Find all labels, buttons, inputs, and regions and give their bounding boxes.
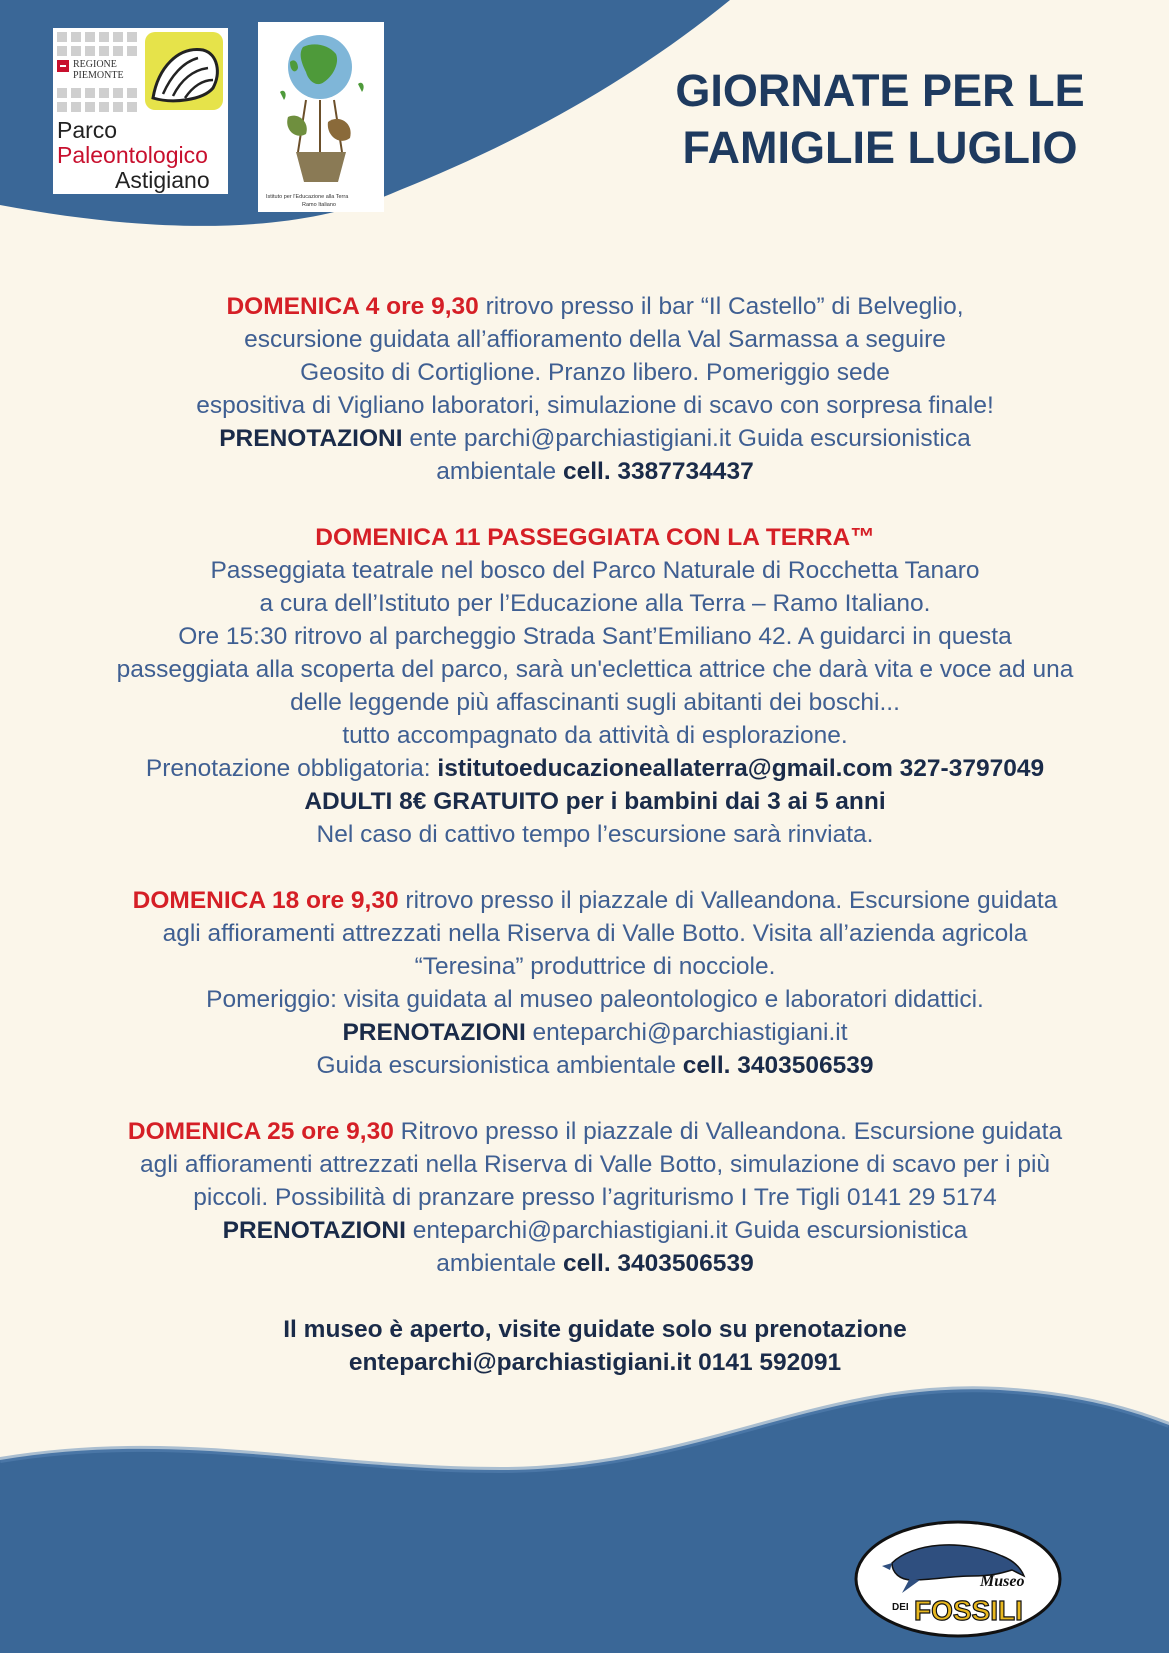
svg-text:Paleontologico: Paleontologico	[57, 142, 208, 168]
event-block	[40, 521, 1150, 851]
event-date: DOMENICA 18 ore 9,30	[132, 887, 399, 914]
event-text: delle leggende più affascinanti sugli abitanti dei boschi...	[290, 689, 900, 716]
svg-text:REGIONE: REGIONE	[73, 59, 117, 70]
event-text: Passeggiata teatrale nel bosco del Parco Naturale di Rocchetta Tanaro	[210, 557, 980, 584]
event-highlight: Il museo è aperto, visite guidate solo su prenotazione	[283, 1316, 907, 1343]
event-text: ambientale	[436, 1250, 563, 1277]
svg-text:PIEMONTE: PIEMONTE	[73, 70, 124, 81]
svg-text:Astigiano: Astigiano	[115, 167, 210, 193]
event-highlight: istitutoeducazioneallaterra@gmail.com 327-3797049	[437, 755, 1045, 782]
event-text: Ore 15:30 ritrovo al parcheggio Strada Sant’Emiliano 42. A guidarci in questa	[178, 623, 1012, 650]
svg-text:FOSSILI: FOSSILI	[914, 1595, 1023, 1626]
svg-text:Ramo Italiano: Ramo Italiano	[302, 202, 336, 208]
event-text: Guida escursionistica ambientale	[316, 1052, 683, 1079]
event-line	[40, 356, 1150, 389]
event-line	[40, 455, 1150, 488]
svg-text:Istituto per l'Educazione alla: Istituto per l'Educazione alla Terra	[266, 194, 349, 200]
event-text: enteparchi@parchiastigiani.it	[525, 1019, 848, 1046]
event-line	[40, 1313, 1150, 1346]
event-line	[40, 620, 1150, 653]
event-text: agli affioramenti attrezzati nella Riserva di Valle Botto. Visita all’azienda agricola	[162, 920, 1028, 947]
event-highlight: PRENOTAZIONI	[342, 1019, 526, 1046]
event-line	[40, 554, 1150, 587]
event-line	[40, 1148, 1150, 1181]
event-line	[40, 389, 1150, 422]
event-text: Geosito di Cortiglione. Pranzo libero. Pomeriggio sede	[300, 359, 890, 386]
event-text: ritrovo presso il piazzale di Valleandona. Escursione guidata	[398, 887, 1058, 914]
event-line	[40, 983, 1150, 1016]
event-text: espositiva di Vigliano laboratori, simulazione di scavo con sorpresa finale!	[196, 392, 994, 419]
event-text: ambientale	[436, 458, 563, 485]
event-line	[40, 785, 1150, 818]
event-date: DOMENICA 11 PASSEGGIATA CON LA TERRA™	[315, 524, 875, 551]
event-highlight: cell. 3387734437	[562, 458, 754, 485]
event-text: Nel caso di cattivo tempo l’escursione sarà rinviata.	[316, 821, 874, 848]
event-block	[40, 290, 1150, 488]
event-text: ente parchi@parchiastigiani.it Guida escursionistica	[402, 425, 971, 452]
event-text: agli affioramenti attrezzati nella Riserva di Valle Botto, simulazione di scavo per i più	[139, 1151, 1051, 1178]
event-line	[40, 290, 1150, 323]
event-highlight: cell. 3403506539	[562, 1250, 754, 1277]
event-line	[40, 884, 1150, 917]
event-line	[40, 1016, 1150, 1049]
event-line	[40, 719, 1150, 752]
event-line	[40, 950, 1150, 983]
parco-paleontologico-logo	[53, 28, 228, 194]
event-highlight: ADULTI 8€ GRATUITO per i bambini dai 3 ai 5 anni	[304, 788, 886, 815]
event-text: Pomeriggio: visita guidata al museo paleontologico e laboratori didattici.	[206, 986, 984, 1013]
event-text: ritrovo presso il bar “Il Castello” di Belveglio,	[478, 293, 964, 320]
museum-info	[40, 1313, 1150, 1379]
event-text: escursione guidata all’affioramento della Val Sarmassa a seguire	[244, 326, 946, 353]
event-highlight: enteparchi@parchiastigiani.it 0141 592091	[348, 1349, 842, 1376]
title-line: FAMIGLIE LUGLIO	[682, 122, 1078, 173]
istituto-educazione-terra-logo	[258, 22, 384, 212]
event-line	[40, 587, 1150, 620]
event-line	[40, 1214, 1150, 1247]
event-text: enteparchi@parchiastigiani.it Guida escursionistica	[405, 1217, 968, 1244]
event-line	[40, 1346, 1150, 1379]
event-line	[40, 1049, 1150, 1082]
event-highlight: PRENOTAZIONI	[219, 425, 403, 452]
page-title	[600, 62, 1160, 176]
museo-fossili-logo	[852, 1518, 1064, 1640]
event-text: Prenotazione obbligatoria:	[145, 755, 438, 782]
event-line	[40, 1115, 1150, 1148]
event-date: DOMENICA 25 ore 9,30	[127, 1118, 394, 1145]
event-text: “Teresina” produttrice di nocciole.	[414, 953, 776, 980]
events-list	[40, 290, 1150, 1412]
title-line: GIORNATE PER LE	[675, 65, 1085, 116]
event-date: DOMENICA 4 ore 9,30	[226, 293, 479, 320]
svg-text:DEI: DEI	[892, 1602, 909, 1613]
event-text: piccoli. Possibilità di pranzare presso l’agriturismo I Tre Tigli 0141 29 5174	[193, 1184, 997, 1211]
event-highlight: PRENOTAZIONI	[222, 1217, 406, 1244]
event-line	[40, 323, 1150, 356]
event-highlight: cell. 3403506539	[682, 1052, 874, 1079]
event-line	[40, 752, 1150, 785]
event-block	[40, 884, 1150, 1082]
svg-text:Museo: Museo	[980, 1573, 1025, 1590]
event-line	[40, 1247, 1150, 1280]
svg-text:Parco: Parco	[57, 117, 118, 143]
event-line	[40, 521, 1150, 554]
event-line	[40, 653, 1150, 686]
event-text: a cura dell’Istituto per l’Educazione alla Terra – Ramo Italiano.	[259, 590, 931, 617]
event-line	[40, 686, 1150, 719]
event-line	[40, 1181, 1150, 1214]
event-text: passeggiata alla scoperta del parco, sarà un'eclettica attrice che darà vita e voce ad una	[116, 656, 1074, 683]
event-line	[40, 422, 1150, 455]
event-block	[40, 1115, 1150, 1280]
event-line	[40, 818, 1150, 851]
event-line	[40, 917, 1150, 950]
event-text: tutto accompagnato da attività di esplorazione.	[342, 722, 848, 749]
event-text: Ritrovo presso il piazzale di Valleandona. Escursione guidata	[393, 1118, 1063, 1145]
